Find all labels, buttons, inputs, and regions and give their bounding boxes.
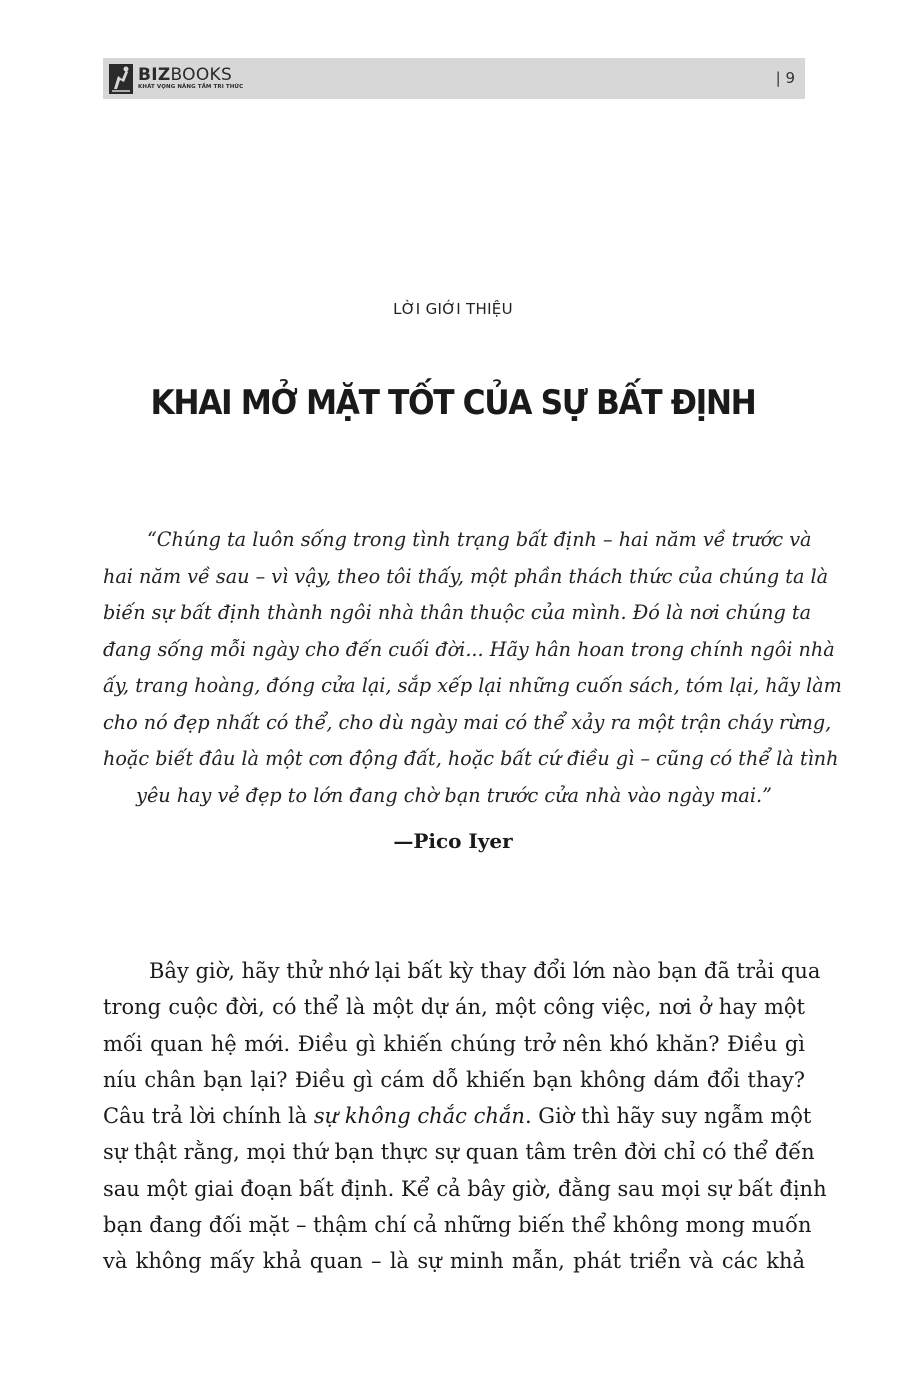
publisher-logo	[109, 62, 243, 96]
quote-line: yêu hay vẻ đẹp to lớn đang chờ bạn trước cửa nhà vào ngày mai.”	[136, 783, 772, 807]
body-line: trong cuộc đời, có thể là một dự án, một công việc, nơi ở hay một	[103, 995, 805, 1020]
body-text-run: . Giờ thì hãy suy ngẫm một	[524, 1104, 812, 1129]
body-line: sự thật rằng, mọi thứ bạn thực sự quan tâm trên đời chỉ có thể đến	[103, 1140, 815, 1165]
emphasized-phrase: sự không chắc chắn	[313, 1104, 525, 1129]
bizbooks-logo-icon	[109, 64, 133, 94]
body-line: bạn đang đối mặt – thậm chí cả những biến thể không mong muốn	[103, 1213, 812, 1238]
epigraph-quote	[103, 522, 842, 814]
section-label: LỜI GIỚI THIỆU	[393, 300, 513, 318]
running-header	[103, 58, 805, 99]
quote-line: hai năm về sau – vì vậy, theo tôi thấy, một phần thách thức của chúng ta là	[103, 564, 829, 588]
brand-name-regular: BOOKS	[170, 65, 233, 85]
body-line: mối quan hệ mới. Điều gì khiến chúng trở nên khó khăn? Điều gì	[103, 1031, 805, 1056]
body-line: sau một giai đoạn bất định. Kể cả bây giờ, đằng sau mọi sự bất định	[103, 1176, 827, 1201]
brand-name-bold: BIZ	[138, 65, 171, 85]
quote-line: đang sống mỗi ngày cho đến cuối đời... Hãy hân hoan trong chính ngôi nhà	[103, 637, 835, 661]
chapter-title: KHAI MỞ MẶT TỐT CỦA SỰ BẤT ĐỊNH	[150, 383, 756, 423]
body-paragraph	[103, 953, 827, 1280]
quote-author: —Pico Iyer	[393, 829, 513, 853]
body-line: Bây giờ, hãy thử nhớ lại bất kỳ thay đổi lớn nào bạn đã trải qua	[149, 959, 821, 983]
body-text-run: Câu trả lời chính là	[103, 1104, 314, 1129]
quote-line: cho nó đẹp nhất có thể, cho dù ngày mai có thể xảy ra một trận cháy rừng,	[103, 710, 832, 734]
quote-line: “Chúng ta luôn sống trong tình trạng bất định – hai năm về trước và	[147, 528, 812, 551]
quote-line: ấy, trang hoàng, đóng cửa lại, sắp xếp lại những cuốn sách, tóm lại, hãy làm	[103, 674, 842, 697]
brand-tagline: KHÁT VỌNG NÂNG TẦM TRI THỨC	[138, 84, 244, 90]
body-line: níu chân bạn lại? Điều gì cám dỗ khiến bạn không dám đổi thay?	[103, 1067, 805, 1092]
page-number: | 9	[775, 69, 795, 87]
brand-name	[138, 67, 243, 84]
body-line	[103, 1098, 812, 1134]
quote-line: hoặc biết đâu là một cơn động đất, hoặc bất cứ điều gì – cũng có thể là tình	[103, 747, 839, 770]
body-line: và không mấy khả quan – là sự minh mẫn, phát triển và các khả	[103, 1249, 805, 1274]
quote-line: biến sự bất định thành ngôi nhà thân thuộc của mình. Đó là nơi chúng ta	[103, 601, 812, 624]
